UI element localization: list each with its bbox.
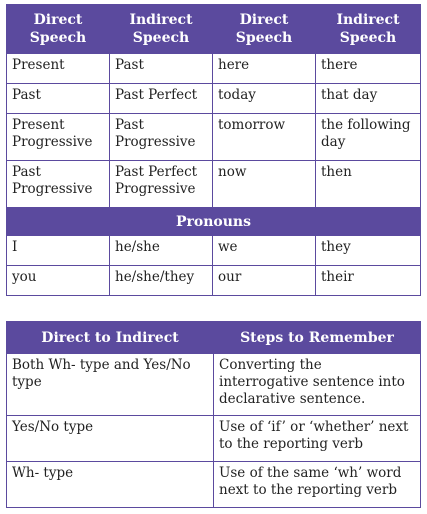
table-cell: the following day [316,114,421,161]
table-cell: Past Perfect Progressive [110,161,213,208]
table-cell: Past [110,54,213,84]
header-direct-to-indirect: Direct to Indirect [7,322,214,354]
table-cell: I [7,236,110,266]
table-cell: here [213,54,316,84]
table-cell: Past [7,84,110,114]
table-row [7,354,421,416]
table-row [7,84,421,114]
table-row [7,416,421,462]
header-direct-speech-1: Direct Speech [7,5,110,54]
table-cell: that day [316,84,421,114]
table-row [7,114,421,161]
table-cell: Present Progressive [7,114,110,161]
table-cell: Past Progressive [7,161,110,208]
table-row [7,236,421,266]
steps-to-remember-table [6,321,421,508]
table-cell: today [213,84,316,114]
table-row [7,161,421,208]
table-cell: Use of the same ‘wh’ word next to the reporting verb [214,462,421,508]
pronouns-heading: Pronouns [7,208,421,236]
table-cell: Present [7,54,110,84]
table-cell: tomorrow [213,114,316,161]
table-cell: Wh- type [7,462,214,508]
table-cell: he/she [110,236,213,266]
header-direct-speech-2: Direct Speech [213,5,316,54]
table-cell: Past Perfect [110,84,213,114]
table-cell: you [7,266,110,296]
header-indirect-speech-2: Indirect Speech [316,5,421,54]
table-cell: Past Progressive [110,114,213,161]
table-cell: he/she/they [110,266,213,296]
table-cell: they [316,236,421,266]
table-row [7,462,421,508]
table-cell: Converting the interrogative sentence into declarative sentence. [214,354,421,416]
speech-conversion-table [6,4,421,296]
table-cell: then [316,161,421,208]
header-steps-to-remember: Steps to Remember [214,322,421,354]
table-cell: their [316,266,421,296]
table-cell: we [213,236,316,266]
table-cell: our [213,266,316,296]
table-cell: Use of ‘if’ or ‘whether’ next to the reporting verb [214,416,421,462]
table-cell: Both Wh- type and Yes/No type [7,354,214,416]
table-row [7,266,421,296]
header-row [7,322,421,354]
header-indirect-speech-1: Indirect Speech [110,5,213,54]
table-cell: Yes/No type [7,416,214,462]
table-row [7,54,421,84]
pronouns-heading-row [7,208,421,236]
header-row [7,5,421,54]
table-cell: now [213,161,316,208]
table-cell: there [316,54,421,84]
